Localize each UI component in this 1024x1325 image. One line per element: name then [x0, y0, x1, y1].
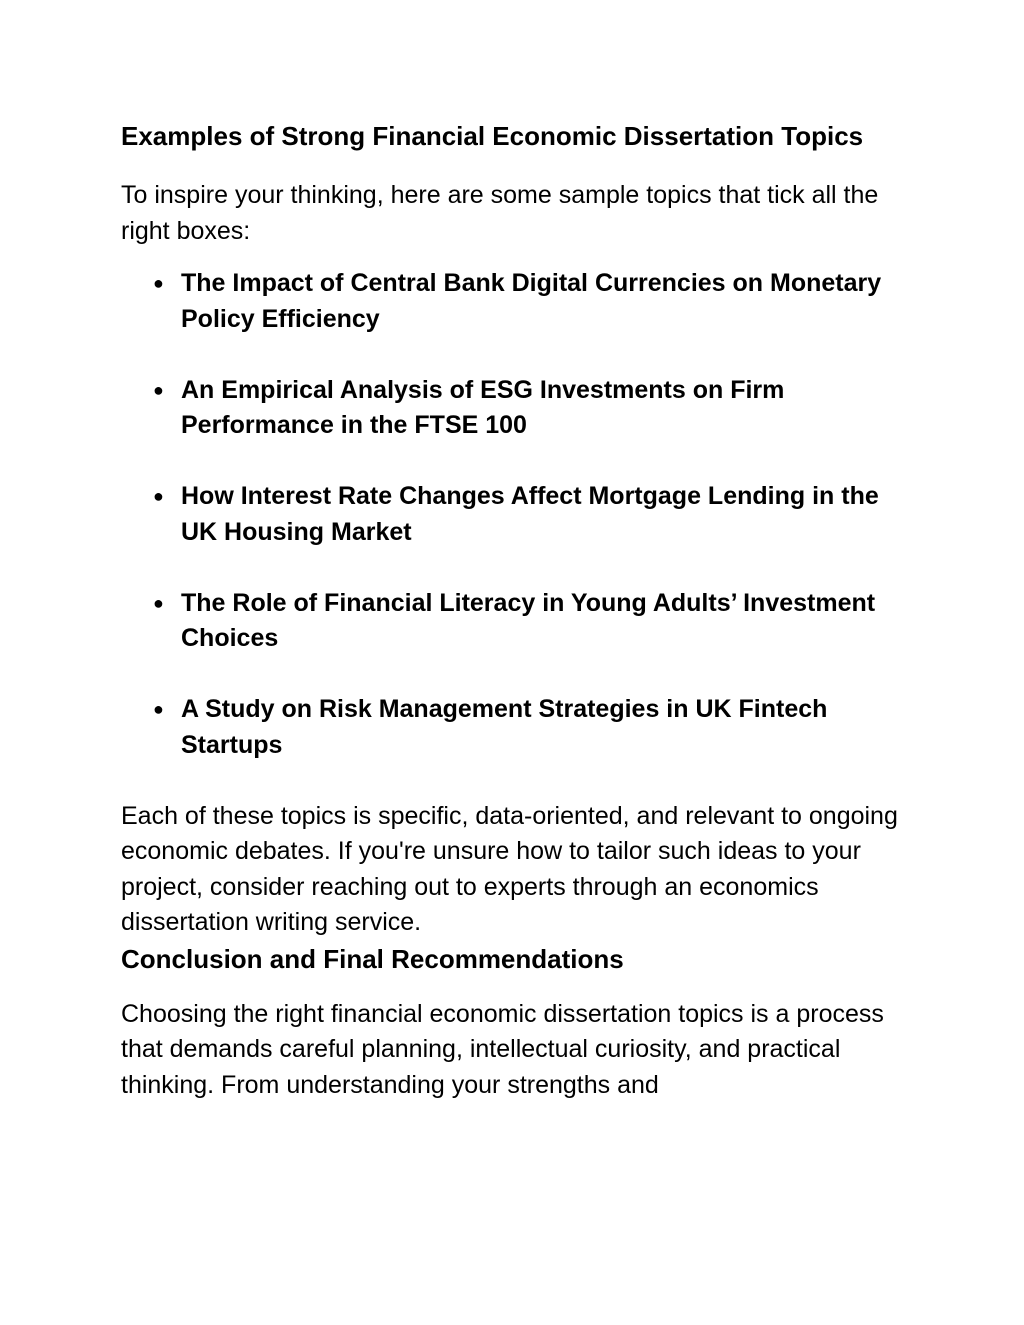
section-heading-conclusion: Conclusion and Final Recommendations — [121, 943, 624, 974]
bullet-icon: ● — [153, 486, 164, 506]
conclusion-paragraph: Choosing the right financial economic dissertation topics is a process that demands careful planning, intellectual curiosity, and practical thinking. From understanding your strengths and — [121, 999, 884, 1099]
topic-text: A Study on Risk Management Strategies in UK Fintech Startups — [181, 695, 828, 759]
list-item — [121, 266, 901, 337]
topic-text: How Interest Rate Changes Affect Mortgage Lending in the UK Housing Market — [181, 482, 879, 546]
bullet-icon: ● — [153, 699, 164, 719]
topic-text: The Impact of Central Bank Digital Currencies on Monetary Policy Efficiency — [181, 269, 882, 333]
list-item — [121, 479, 901, 550]
intro-paragraph: To inspire your thinking, here are some sample topics that tick all the right boxes: — [121, 181, 879, 245]
bullet-icon: ● — [153, 592, 164, 613]
bullet-icon: ● — [153, 273, 164, 293]
list-item — [121, 586, 901, 657]
document-page — [121, 118, 901, 1103]
topic-text: The Role of Financial Literacy in Young Adults’ Investment Choices — [181, 588, 876, 652]
list-item — [121, 692, 901, 763]
section-heading-examples: Examples of Strong Financial Economic Dissertation Topics — [121, 121, 864, 151]
closing-paragraph: Each of these topics is specific, data-oriented, and relevant to ongoing economic debates. If you're unsure how to tailor such ideas to your project, consider reaching out to experts through an economics dissertation writing service. — [121, 801, 898, 936]
list-item — [121, 373, 901, 444]
topics-list — [121, 266, 901, 763]
topic-text: An Empirical Analysis of ESG Investments on Firm Performance in the FTSE 100 — [181, 375, 785, 439]
bullet-icon: ● — [153, 379, 164, 400]
